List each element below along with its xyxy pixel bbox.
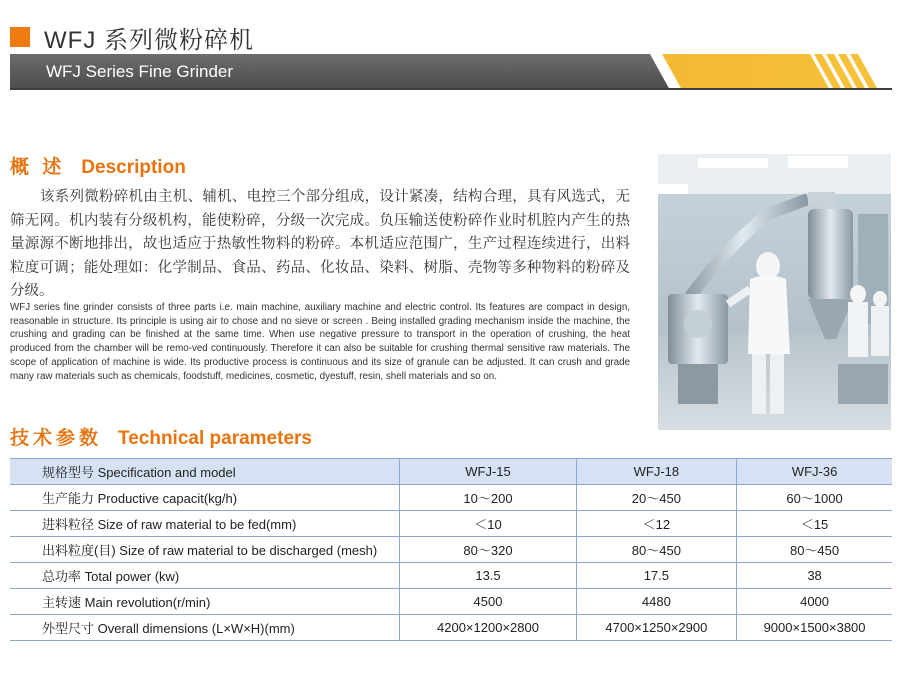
technical-heading-cn: 技术参数 xyxy=(10,428,103,449)
row-label: 进料粒径 Size of raw material to be fed(mm) xyxy=(10,511,400,537)
description-heading xyxy=(10,152,186,179)
row-label: 出料粒度(目) Size of raw material to be discharged (mesh) xyxy=(10,537,400,563)
description-heading-cn: 概 述 xyxy=(10,157,66,178)
cell-value: 60～1000 xyxy=(737,485,892,511)
cell-value: ＜12 xyxy=(576,511,736,537)
cell-value: 4500 xyxy=(400,589,576,615)
cell-value: ＜10 xyxy=(400,511,576,537)
table-row xyxy=(10,563,892,589)
cell-value: 4000 xyxy=(737,589,892,615)
header-wfj-36: WFJ-36 xyxy=(737,459,892,485)
cell-value: 13.5 xyxy=(400,563,576,589)
row-label: 总功率 Total power (kw) xyxy=(10,563,400,589)
cell-value: 10～200 xyxy=(400,485,576,511)
cell-value: 20～450 xyxy=(576,485,736,511)
cell-value: 80～450 xyxy=(576,537,736,563)
table-row xyxy=(10,485,892,511)
table-row xyxy=(10,589,892,615)
page-title: WFJ 系列微粉碎机 xyxy=(44,26,254,54)
table-row xyxy=(10,537,892,563)
description-text-en: WFJ series fine grinder consists of three parts i.e. main machine, auxiliary machine and electric control. Its features are compact in design, reasonable in structure. Its principle is using air to chose and no sieve or screen . Being installed grading mechanism inside the machine, the crushing and grading can be finished at the same time. When use negative pressure to transport in the operation of crushing, the heat produced from the chamber will be remo-ved continuously. Therefore it can also be suitable for crushing thermal sensitive raw materials. The scope of application of machine is wide. Its productive process is continuous and its size of granule can be adjusted. It can crush and grade many raw materials such as chemicals, foodstuff, medicines, cosmetic, dyestuff, resin, shell materials and so on. xyxy=(10,302,630,382)
subtitle-banner xyxy=(10,54,892,90)
header-wfj-18: WFJ-18 xyxy=(576,459,736,485)
cell-value: 4200×1200×2800 xyxy=(400,615,576,641)
cell-value: 17.5 xyxy=(576,563,736,589)
cell-value: 4700×1250×2900 xyxy=(576,615,736,641)
cell-value: 4480 xyxy=(576,589,736,615)
spec-table xyxy=(10,458,892,641)
technical-heading-en: Technical parameters xyxy=(118,428,312,449)
cell-value: 80～320 xyxy=(400,537,576,563)
description-heading-en: Description xyxy=(81,157,186,178)
header-wfj-15: WFJ-15 xyxy=(400,459,576,485)
cell-value: 38 xyxy=(737,563,892,589)
spec-table-header-row xyxy=(10,459,892,485)
cell-value: 80～450 xyxy=(737,537,892,563)
table-row xyxy=(10,615,892,641)
description-text-cn: 该系列微粉碎机由主机、辅机、电控三个部分组成，设计紧凑，结构合理，具有风选式，无筛无网。机内装有分级机构，能使粉碎，分级一次完成。负压输送使粉碎作业时机腔内产生的热量源源不断地排出，故也适应于热敏性物料的粉碎。本机适应范围广，生产过程连续进行，出料粒度可调；能处理如：化学制品、食品、药品、化妆品、染料、树脂、壳物等多种物料的粉碎及分级。 xyxy=(10,189,630,299)
factory-photo xyxy=(658,154,891,430)
page-subtitle: WFJ Series Fine Grinder xyxy=(46,62,234,81)
orange-square-icon xyxy=(10,27,30,47)
cell-value: 9000×1500×3800 xyxy=(737,615,892,641)
row-label: 外型尺寸 Overall dimensions (L×W×H)(mm) xyxy=(10,615,400,641)
header-spec-model: 规格型号 Specification and model xyxy=(10,459,400,485)
row-label: 生产能力 Productive capacit(kg/h) xyxy=(10,485,400,511)
cell-value: ＜15 xyxy=(737,511,892,537)
page-title-row xyxy=(10,22,254,52)
technical-heading xyxy=(10,423,312,450)
row-label: 主转速 Main revolution(r/min) xyxy=(10,589,400,615)
table-row xyxy=(10,511,892,537)
